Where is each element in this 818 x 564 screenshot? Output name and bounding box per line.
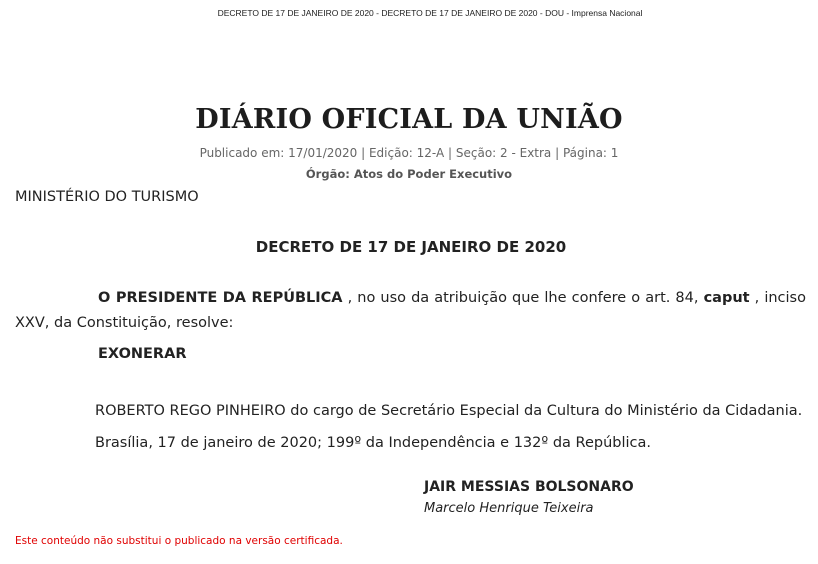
preamble-text-1: , no uso da atribuição que lhe confere o art. 84, (342, 290, 704, 306)
preamble-paragraph (15, 286, 806, 336)
organ-label: Órgão: Atos do Poder Executivo (305, 167, 513, 181)
cosigner-name: Marcelo Henrique Teixeira (424, 501, 594, 516)
running-header: DECRETO DE 17 DE JANEIRO DE 2020 - DECRETO DE 17 DE JANEIRO DE 2020 - DOU - Imprensa Nacional (217, 8, 643, 18)
publication-title: DIÁRIO OFICIAL DA UNIÃO (195, 104, 623, 135)
ministry-name: MINISTÉRIO DO TURISMO (15, 189, 199, 205)
decree-title: DECRETO DE 17 DE JANEIRO DE 2020 (255, 238, 567, 256)
place-date-paragraph: Brasília, 17 de janeiro de 2020; 199º da Independência e 132º da República. (95, 435, 651, 451)
action-verb: EXONERAR (98, 346, 187, 362)
authority-text: O PRESIDENTE DA REPÚBLICA (98, 290, 343, 306)
publication-info: Publicado em: 17/01/2020 | Edição: 12-A | Seção: 2 - Extra | Página: 1 (199, 146, 619, 160)
signer-name: JAIR MESSIAS BOLSONARO (424, 479, 634, 495)
caput-term: caput (703, 290, 750, 306)
preamble-text-2: , inciso XXV, da Constituição, resolve: (15, 290, 806, 331)
certification-disclaimer: Este conteúdo não substitui o publicado na versão certificada. (15, 535, 343, 547)
body-paragraph: ROBERTO REGO PINHEIRO do cargo de Secretário Especial da Cultura do Ministério da Cidadania. (95, 403, 803, 419)
